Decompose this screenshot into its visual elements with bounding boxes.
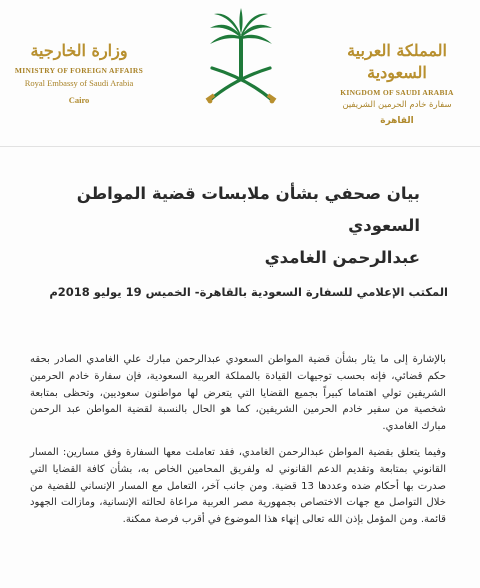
letterhead (0, 0, 480, 150)
statement-paragraph-1: بالإشارة إلى ما يثار بشأن قضية المواطن السعودي عبدالرحمن مبارك علي الغامدي الصادر بحقه حكم قضائي، فإنه بحسب توجيهات القيادة بالمملكة العربية السعودية، فإن سفارة خادم الحرمين الشريفين تولي اهتماما كبيراً بجميع القضايا التي يتعرض لها مواطنون سعوديين، وتحظى بمتابعة شخصية من سفير خادم الحرمين الشريفين، كما هو الحال بالنسبة لقضية المواطن عبد الرحمن مبارك الغامدي. (30, 354, 446, 433)
letterhead-right (322, 40, 472, 126)
city-arabic: القاهرة (380, 116, 414, 126)
kingdom-english-name: KINGDOM OF SAUDI ARABIA (340, 88, 454, 97)
saudi-emblem-icon (196, 6, 286, 106)
letterhead-left (4, 40, 154, 105)
ministry-english-name: MINISTRY OF FOREIGN AFFAIRS (14, 66, 144, 75)
palm-tree-icon (210, 8, 272, 78)
ministry-arabic-name: وزارة الخارجية (30, 41, 128, 60)
statement-title (60, 178, 420, 274)
letterhead-divider (0, 146, 480, 147)
statement-title-line-1: بيان صحفي بشأن ملابسات قضية المواطن السعودي (76, 184, 420, 235)
embassy-english-name: Royal Embassy of Saudi Arabia (24, 78, 134, 88)
statement-title-line-2: عبدالرحمن الغامدي (264, 248, 420, 267)
statement-paragraph-2: وفيما يتعلق بقضية المواطن عبدالرحمن الغامدي، فقد تعاملت معها السفارة وفق مسارين: المسار القانوني بمتابعة وتقديم الدعم القانوني له ولفريق المحامين الخاص به، بشأن كافة القضايا التي صدرت بها أحكام ضده وعددها 13 قضية. ومن جانب آخر، التعامل مع المسار الإنساني للقضية من خلال التواصل مع جهات الاختصاص بجمهورية مصر العربية مراعاة لحالته الإنسانية، ومازالت الجهود قائمة. ومن المؤمل بإذن الله تعالى إنهاء هذا الموضوع في أقرب فرصة ممكنة. (30, 447, 446, 526)
city-english: Cairo (68, 95, 90, 105)
kingdom-arabic-name: المملكة العربية السعودية (347, 41, 447, 82)
embassy-arabic-name: سفارة خادم الحرمين الشريفين (342, 100, 452, 110)
statement-dateline: المكتب الإعلامي للسفارة السعودية بالقاهرة- الخميس 19 يوليو 2018م (49, 285, 448, 299)
